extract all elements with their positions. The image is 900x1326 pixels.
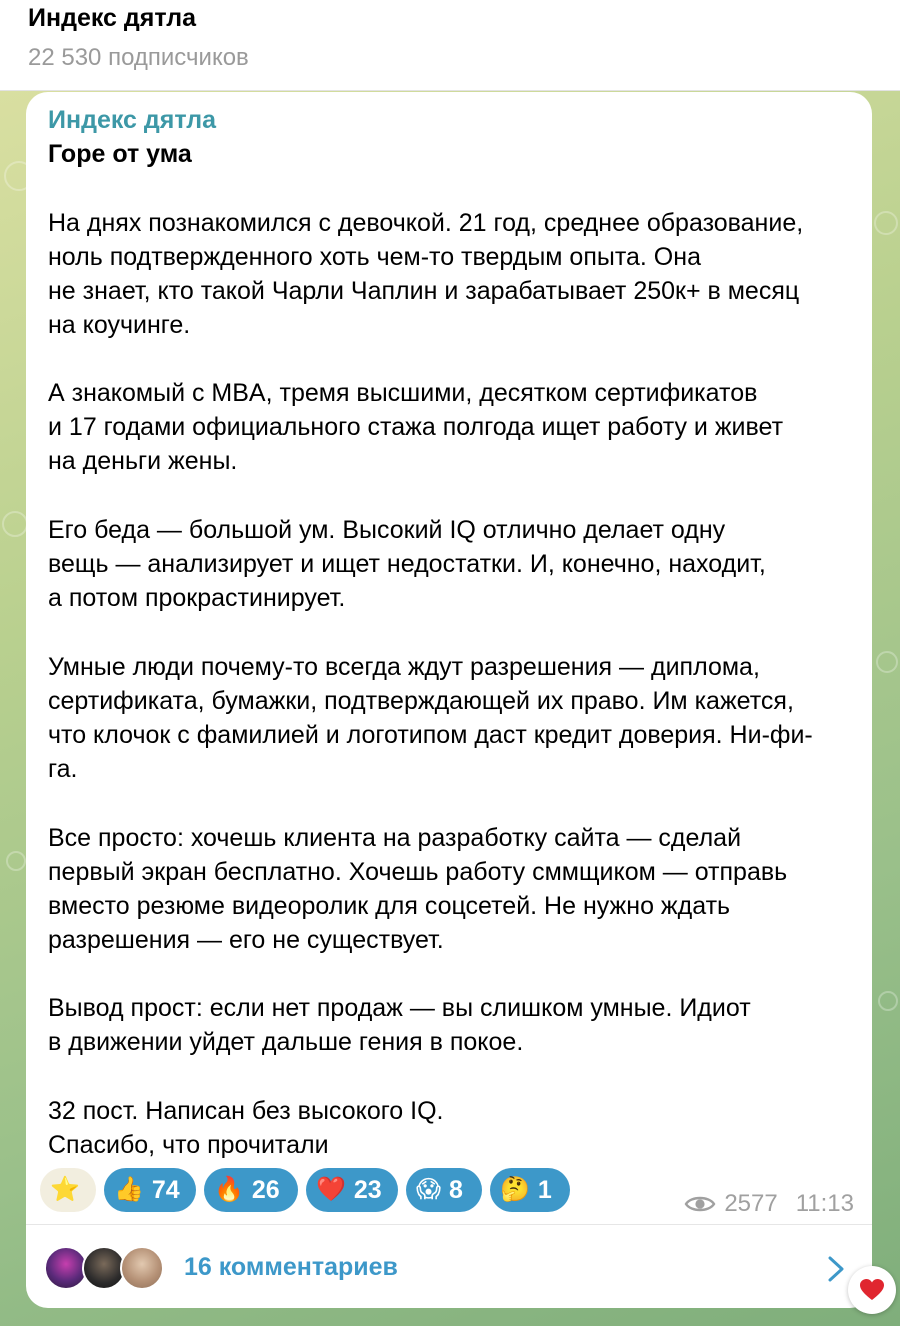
channel-name[interactable]: Индекс дятла — [28, 4, 197, 32]
reaction-fire-button[interactable] — [204, 1168, 298, 1212]
comments-link[interactable]: 16 комментариев — [184, 1253, 398, 1281]
post-time: 11:13 — [795, 1190, 854, 1217]
star-icon: ⭐ — [50, 1176, 80, 1203]
post-meta — [684, 1190, 854, 1218]
post-paragraph: Его беда — большой ум. Высокий IQ отлично делает одну вещь — анализирует и ищет недостатки. И, конечно, находит, а потом прокрастинирует. — [48, 516, 766, 612]
post-paragraph: Умные люди почему-то всегда ждут разрешения — диплома, сертификата, бумажки, подтверждающей их право. Им кажется, что клочок с фамилией и логотипом даст кредит доверия. Ни-фи- га. — [48, 653, 813, 783]
post-paragraph: Вывод прост: если нет продаж — вы слишком умные. Идиот в движении уйдет дальше гения в покое. — [48, 994, 751, 1056]
reaction-star-button[interactable] — [40, 1168, 96, 1212]
reaction-count: 8 — [449, 1175, 463, 1204]
post-paragraph: Все просто: хочешь клиента на разработку сайта — сделай первый экран бесплатно. Хочешь работу сммщиком — отправь вместо резюме видеоролик для соцсетей. Не нужно ждать разрешения — его не существует. — [48, 824, 788, 954]
thinking-face-icon: 🤔 — [500, 1176, 530, 1203]
post-paragraph: 32 пост. Написан без высокого IQ. Спасибо, что прочитали — [48, 1097, 444, 1159]
channel-header — [0, 0, 900, 91]
subscriber-count: 22 530 подписчиков — [28, 44, 249, 71]
avatar — [120, 1246, 164, 1290]
reaction-thumbs-up-button[interactable] — [104, 1168, 196, 1212]
post-title: Горе от ума — [48, 140, 192, 168]
chevron-right-icon[interactable] — [824, 1254, 848, 1284]
quick-reaction-button[interactable] — [848, 1266, 896, 1314]
scream-face-icon: 😱 — [416, 1176, 442, 1203]
fire-icon: 🔥 — [214, 1176, 244, 1203]
reaction-count: 1 — [537, 1175, 552, 1204]
eye-icon — [684, 1193, 716, 1215]
thumbs-up-icon: 👍 — [114, 1176, 144, 1203]
heart-icon — [859, 1278, 885, 1302]
post-author[interactable]: Индекс дятла — [48, 106, 217, 134]
post-paragraph: На днях познакомился с девочкой. 21 год, среднее образование, ноль подтвержденного хоть чем-то твердым опыта. Она не знает, кто такой Чарли Чаплин и зарабатывает 250к+ в месяц на коучинге. — [48, 209, 804, 339]
reaction-count: 23 — [353, 1175, 382, 1204]
post-paragraph: А знакомый с MBA, тремя высшими, десятком сертификатов и 17 годами официального стажа полгода ищет работу и живет на деньги жены. — [48, 379, 784, 475]
reaction-count: 74 — [151, 1175, 180, 1204]
reaction-scream-button[interactable] — [406, 1168, 482, 1212]
reaction-heart-button[interactable] — [306, 1168, 398, 1212]
reaction-thinking-button[interactable] — [490, 1168, 570, 1212]
heart-icon: ❤️ — [316, 1176, 346, 1203]
comments-divider — [26, 1224, 872, 1225]
reaction-count: 26 — [251, 1175, 280, 1204]
view-count: 2577 — [724, 1190, 778, 1217]
